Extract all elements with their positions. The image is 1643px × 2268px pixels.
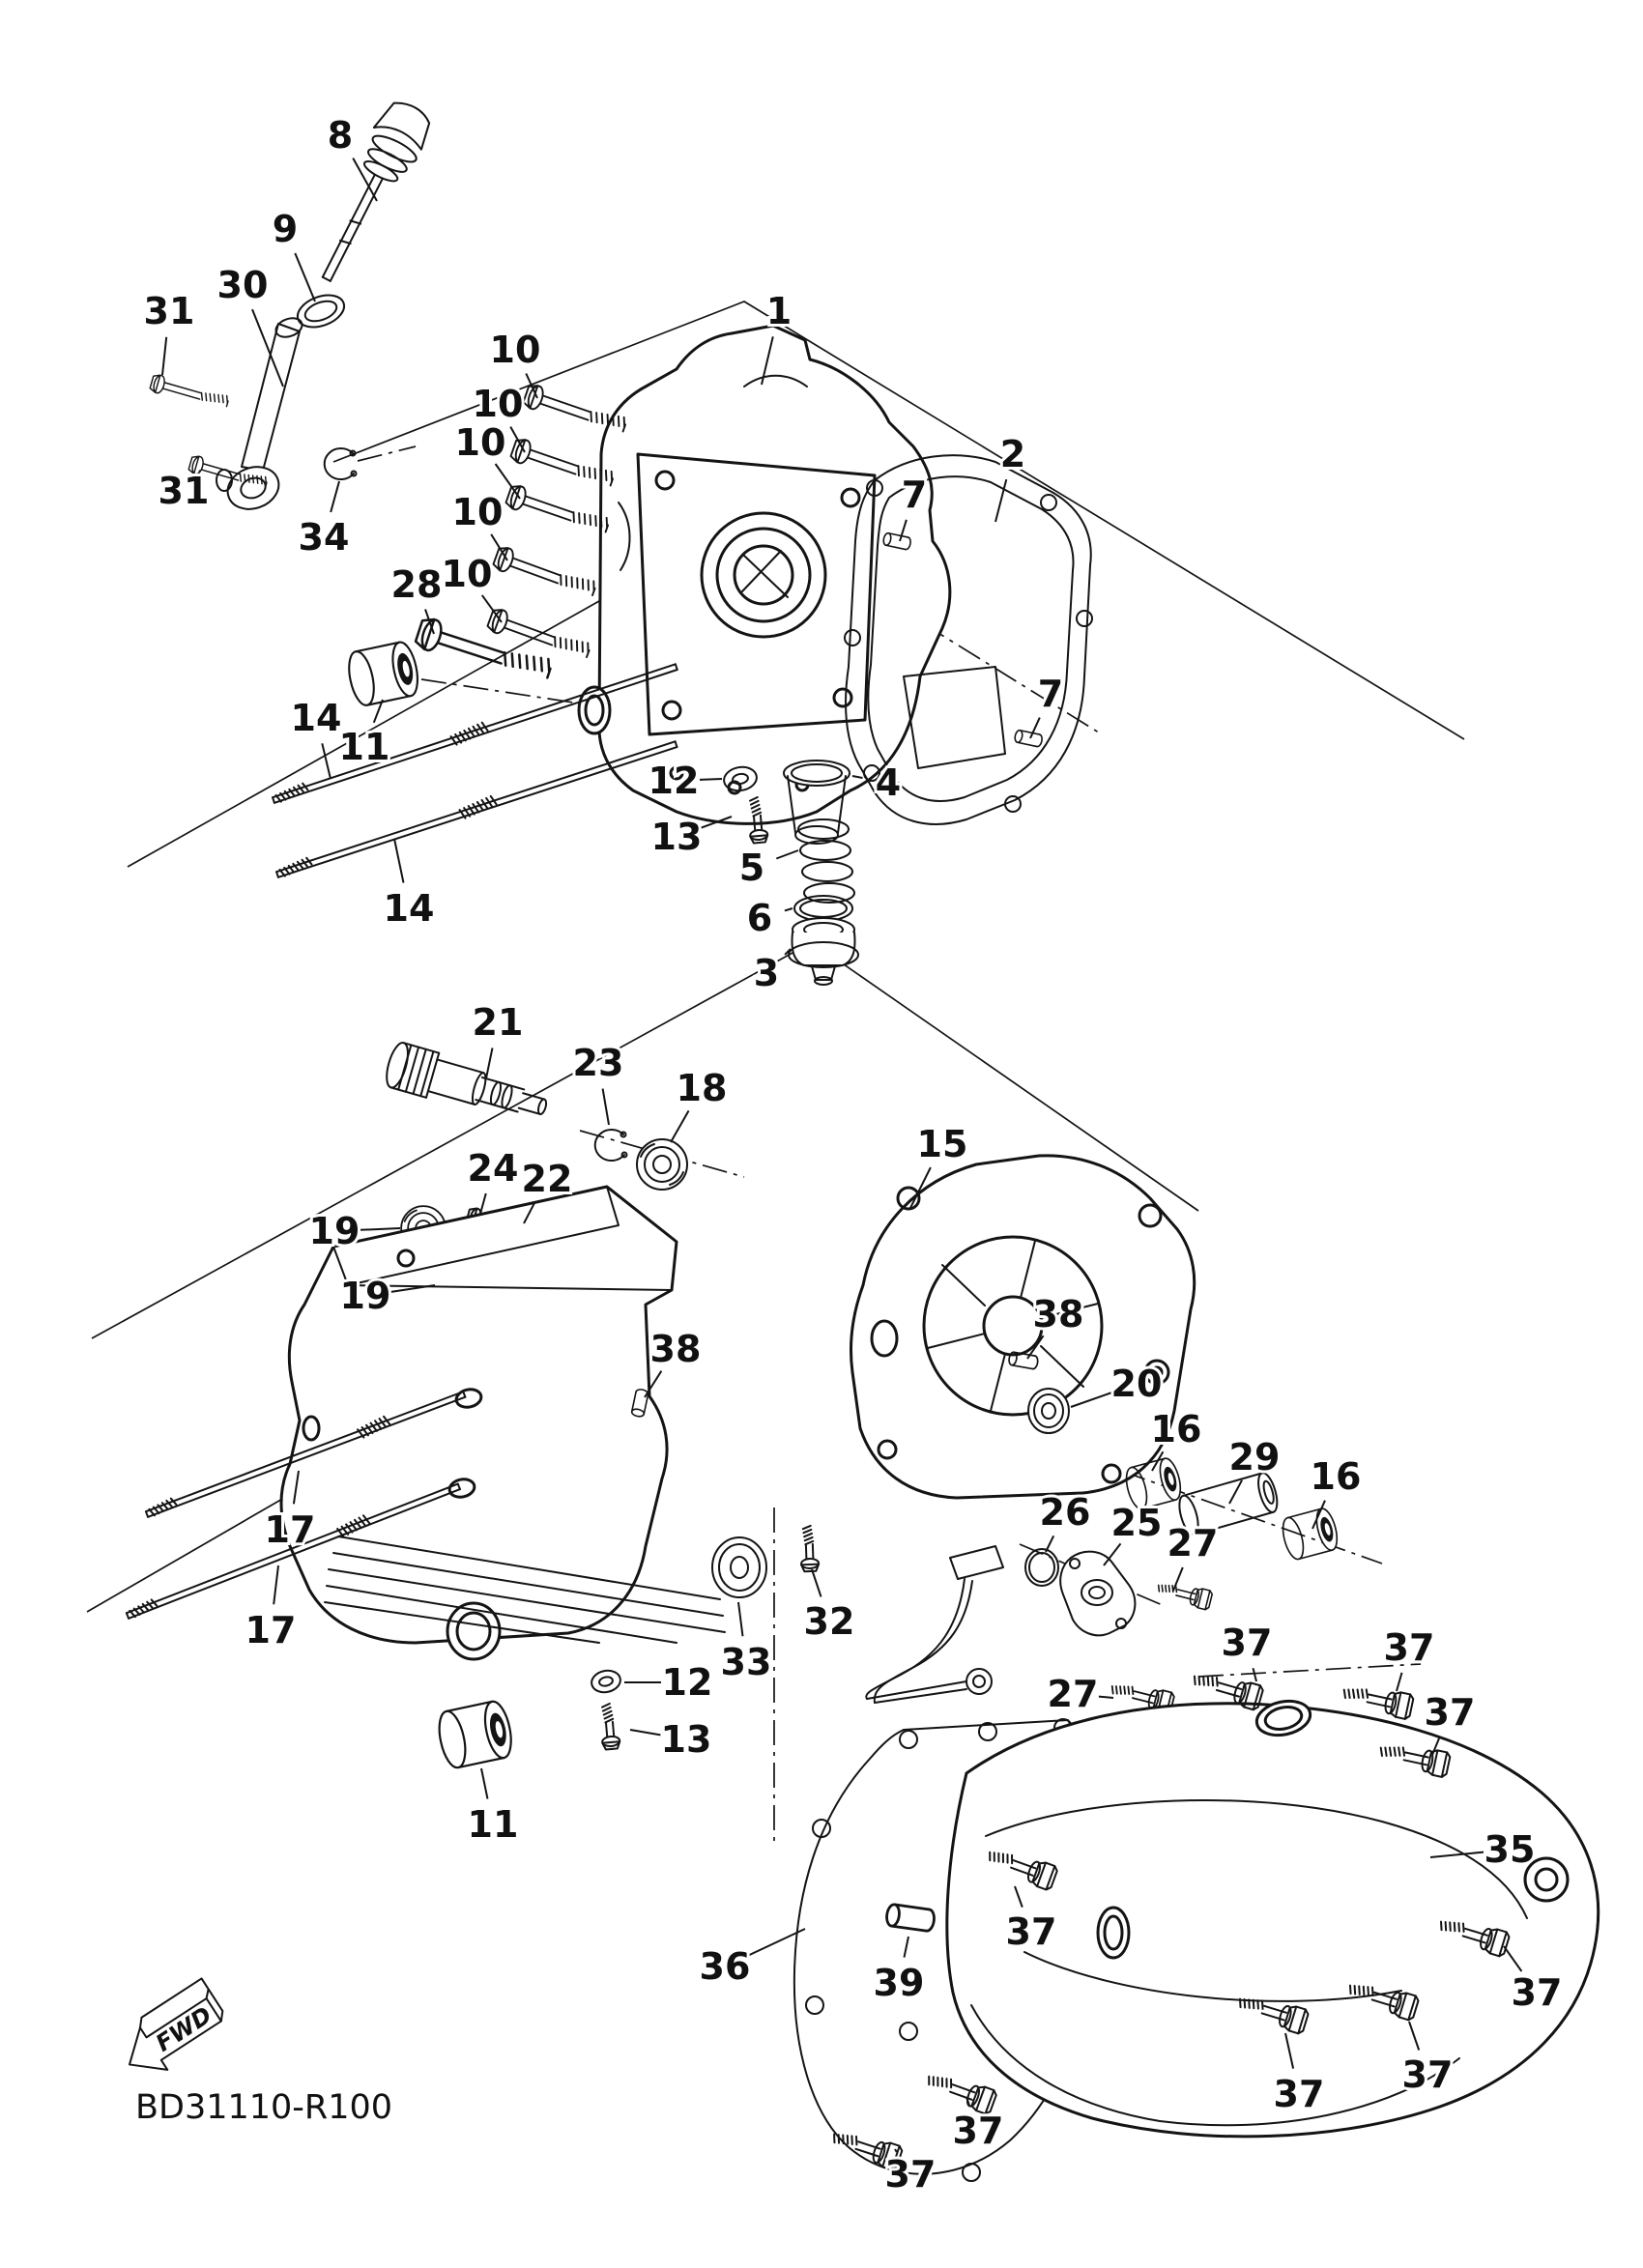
part-callout-19-30[interactable]: 19 bbox=[308, 1210, 360, 1252]
part-callout-32-45[interactable]: 32 bbox=[803, 1600, 855, 1643]
part-callout-37-60[interactable]: 37 bbox=[952, 2110, 1004, 2152]
part-callout-17-43[interactable]: 17 bbox=[264, 1508, 316, 1551]
seal-33-artwork bbox=[712, 1537, 766, 1597]
part-callout-18-27[interactable]: 18 bbox=[676, 1067, 728, 1109]
fwd-arrow-label: FWD bbox=[151, 2001, 217, 2057]
part-callout-22-29[interactable]: 22 bbox=[521, 1158, 573, 1200]
part-callout-37-56[interactable]: 37 bbox=[1511, 1971, 1563, 2014]
part-callout-19-31[interactable]: 19 bbox=[339, 1275, 391, 1317]
part-callout-8-0[interactable]: 8 bbox=[327, 114, 354, 157]
bearing-18-artwork bbox=[637, 1139, 687, 1190]
part-callout-1-11[interactable]: 1 bbox=[765, 290, 793, 332]
part-callout-7-13[interactable]: 7 bbox=[901, 474, 928, 516]
part-callout-2-12[interactable]: 2 bbox=[999, 433, 1026, 475]
part-callout-15-32[interactable]: 15 bbox=[916, 1123, 968, 1165]
part-callout-10-6[interactable]: 10 bbox=[489, 329, 541, 371]
part-callout-4-21[interactable]: 4 bbox=[875, 761, 902, 804]
part-callout-6-23[interactable]: 6 bbox=[746, 897, 773, 939]
part-callout-5-22[interactable]: 5 bbox=[738, 847, 765, 889]
part-callout-10-7[interactable]: 10 bbox=[472, 383, 524, 425]
inner-cover-15-artwork bbox=[850, 1156, 1194, 1498]
part-callout-25-40[interactable]: 25 bbox=[1110, 1502, 1163, 1544]
part-callout-13-20[interactable]: 13 bbox=[650, 816, 703, 858]
part-callout-23-26[interactable]: 23 bbox=[572, 1042, 624, 1084]
part-callout-29-37[interactable]: 29 bbox=[1228, 1436, 1281, 1479]
part-callout-7-14[interactable]: 7 bbox=[1037, 673, 1064, 715]
part-callout-14-16[interactable]: 14 bbox=[290, 697, 342, 739]
part-callout-37-53[interactable]: 37 bbox=[1221, 1622, 1273, 1664]
part-callout-26-39[interactable]: 26 bbox=[1039, 1491, 1091, 1534]
part-callout-16-38[interactable]: 16 bbox=[1310, 1455, 1362, 1498]
part-callout-39-51[interactable]: 39 bbox=[873, 1962, 925, 2004]
diagram-code: BD31110-R100 bbox=[135, 2088, 393, 2127]
part-callout-10-8[interactable]: 10 bbox=[454, 421, 506, 464]
part-callout-20-35[interactable]: 20 bbox=[1110, 1363, 1163, 1405]
part-callout-31-4[interactable]: 31 bbox=[158, 470, 210, 512]
part-callout-38-33[interactable]: 38 bbox=[649, 1328, 702, 1370]
part-callout-37-61[interactable]: 37 bbox=[884, 2153, 937, 2196]
callout-leader-12-19 bbox=[700, 779, 722, 780]
part-callout-27-42[interactable]: 27 bbox=[1047, 1673, 1099, 1715]
part-callout-16-36[interactable]: 16 bbox=[1150, 1408, 1202, 1450]
callout-leader-27-42 bbox=[1099, 1697, 1113, 1698]
part-callout-10-9[interactable]: 10 bbox=[451, 491, 504, 533]
part-callout-35-52[interactable]: 35 bbox=[1484, 1828, 1536, 1871]
crankcase-left-artwork bbox=[281, 1187, 725, 1659]
part-callout-34-5[interactable]: 34 bbox=[298, 516, 350, 559]
part-callout-10-10[interactable]: 10 bbox=[441, 553, 493, 595]
part-callout-12-47[interactable]: 12 bbox=[661, 1661, 713, 1704]
part-callout-37-54[interactable]: 37 bbox=[1383, 1626, 1435, 1669]
seal-20-artwork bbox=[1028, 1389, 1069, 1433]
part-callout-11-49[interactable]: 11 bbox=[467, 1803, 519, 1846]
part-callout-38-34[interactable]: 38 bbox=[1032, 1293, 1084, 1335]
part-callout-13-48[interactable]: 13 bbox=[660, 1718, 712, 1761]
part-callout-37-58[interactable]: 37 bbox=[1273, 2073, 1325, 2115]
part-callout-31-3[interactable]: 31 bbox=[143, 290, 195, 332]
part-callout-14-18[interactable]: 14 bbox=[383, 887, 435, 930]
part-callout-37-55[interactable]: 37 bbox=[1424, 1691, 1476, 1734]
part-callout-3-24[interactable]: 3 bbox=[753, 952, 780, 994]
part-callout-33-46[interactable]: 33 bbox=[720, 1641, 772, 1683]
part-callout-30-2[interactable]: 30 bbox=[216, 264, 269, 306]
part-callout-36-50[interactable]: 36 bbox=[699, 1945, 751, 1988]
part-callout-9-1[interactable]: 9 bbox=[272, 208, 299, 250]
part-callout-24-28[interactable]: 24 bbox=[467, 1147, 519, 1190]
part-callout-12-19[interactable]: 12 bbox=[648, 760, 700, 802]
part-callout-17-44[interactable]: 17 bbox=[245, 1609, 297, 1651]
part-callout-11-17[interactable]: 11 bbox=[338, 726, 390, 768]
part-callout-37-59[interactable]: 37 bbox=[1005, 1910, 1057, 1953]
part-callout-37-57[interactable]: 37 bbox=[1401, 2053, 1454, 2096]
part-callout-21-25[interactable]: 21 bbox=[472, 1001, 524, 1044]
part-callout-27-41[interactable]: 27 bbox=[1167, 1522, 1219, 1565]
part-callout-28-15[interactable]: 28 bbox=[390, 563, 443, 606]
